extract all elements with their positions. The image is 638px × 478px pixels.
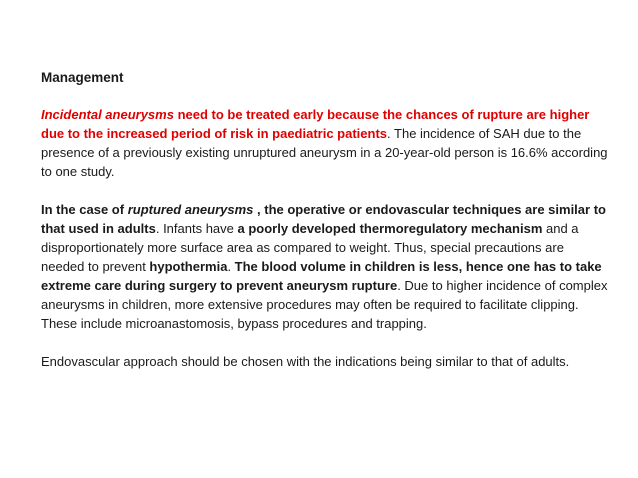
emphasis-thermoregulatory: a poorly developed thermoregulatory mechanism [237, 221, 543, 236]
text-endovascular-approach: Endovascular approach should be chosen with the indications being similar to that of adults. [41, 354, 570, 369]
emphasis-hypothermia: hypothermia [149, 259, 228, 274]
section-heading: Management [41, 70, 124, 85]
term-ruptured-aneurysms: ruptured aneurysms [127, 202, 254, 217]
text-sah-incidence: . The incidence of SAH due to the presence of a previously existing unruptured aneurysm in a 20-year-old person is 16.6% according to one study. [41, 126, 608, 179]
term-incidental-aneurysms: Incidental aneurysms [41, 107, 174, 122]
paragraph-endovascular [41, 352, 608, 371]
text-infants-have: . Infants have [155, 221, 238, 236]
paragraph-ruptured-aneurysms [41, 200, 608, 333]
emphasis-early-treatment: need to be treated early because the chances of rupture are higher due to the increased period of risk in paediatric patients [41, 107, 590, 141]
paragraph-incidental-aneurysms [41, 105, 608, 181]
text-in-the-case-of: In the case of [41, 202, 128, 217]
text-surface-area: and a disproportionately more surface area as compared to weight. Thus, special precautions are needed to prevent [41, 221, 579, 274]
emphasis-techniques-similar: , the operative or endovascular techniques are similar to that used in adults [41, 202, 606, 236]
text-period: . [227, 259, 235, 274]
text-complex-aneurysms: . Due to higher incidence of complex aneurysms in children, more extensive procedures may often be required to facilitate clipping. These include microanastomosis, bypass procedures and trapping. [41, 278, 608, 331]
emphasis-blood-volume: The blood volume in children is less, hence one has to take extreme care during surgery to prevent aneurysm rupture [41, 259, 602, 293]
